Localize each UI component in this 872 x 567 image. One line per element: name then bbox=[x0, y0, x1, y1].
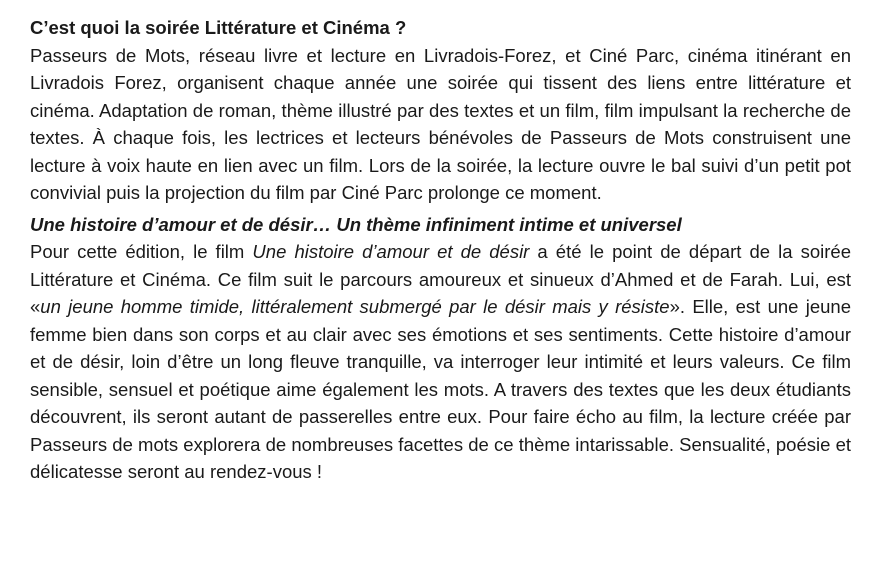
intro-paragraph: Passeurs de Mots, réseau livre et lecture en Livradois-Forez, et Ciné Parc, cinéma itinérant en Livradois Forez, organisent chaque année une soirée qui tissent des liens entre littérature et cinéma. Adaptation de roman, thème illustré par des textes et un film, film impulsant la recherche de textes. À chaque fois, les lectrices et lecteurs bénévoles de Passeurs de Mots construisent une lecture à voix haute en lien avec un film. Lors de la soirée, la lecture ouvre le bal suivi d’un petit pot convivial puis la projection du film par Ciné Parc prolonge ce moment. bbox=[30, 44, 851, 203]
film-title: Une histoire d’amour et de désir bbox=[252, 241, 530, 262]
film-quote: un jeune homme timide, littéralement submergé par le désir mais y résiste bbox=[40, 296, 670, 317]
section-heading-love-desire: Une histoire d’amour et de désir… Un thème infiniment intime et universel bbox=[30, 213, 682, 235]
film-paragraph-text-3: ». Elle, est une jeune femme bien dans son corps et au clair avec ses émotions et ses sentiments. Cette histoire d’amour et de désir, loin d’être un long fleuve tranquille, va interroger leur intimité et leurs valeurs. Ce film sensible, sensuel et poétique aime également les mots. A travers des textes que les deux étudiants découvrent, ils seront autant de passerelles entre eux. Pour faire écho au film, la lecture créée par Passeurs de mots explorera de nombreuses facettes de ce thème intarissable. Sensualité, poésie et délicatesse seront au rendez-vous ! bbox=[30, 296, 851, 482]
film-paragraph-text-2: a été le point de départ de la soirée Littérature et Cinéma. Ce film suit le parcours amoureux et sinueux d’Ahmed et de Farah. Lui, est « bbox=[30, 241, 851, 317]
document-page bbox=[30, 14, 851, 486]
section-heading-literature-cinema: C’est quoi la soirée Littérature et Cinéma ? bbox=[30, 17, 407, 38]
film-paragraph-text-1: Pour cette édition, le film bbox=[30, 241, 253, 262]
film-paragraph bbox=[30, 238, 851, 486]
